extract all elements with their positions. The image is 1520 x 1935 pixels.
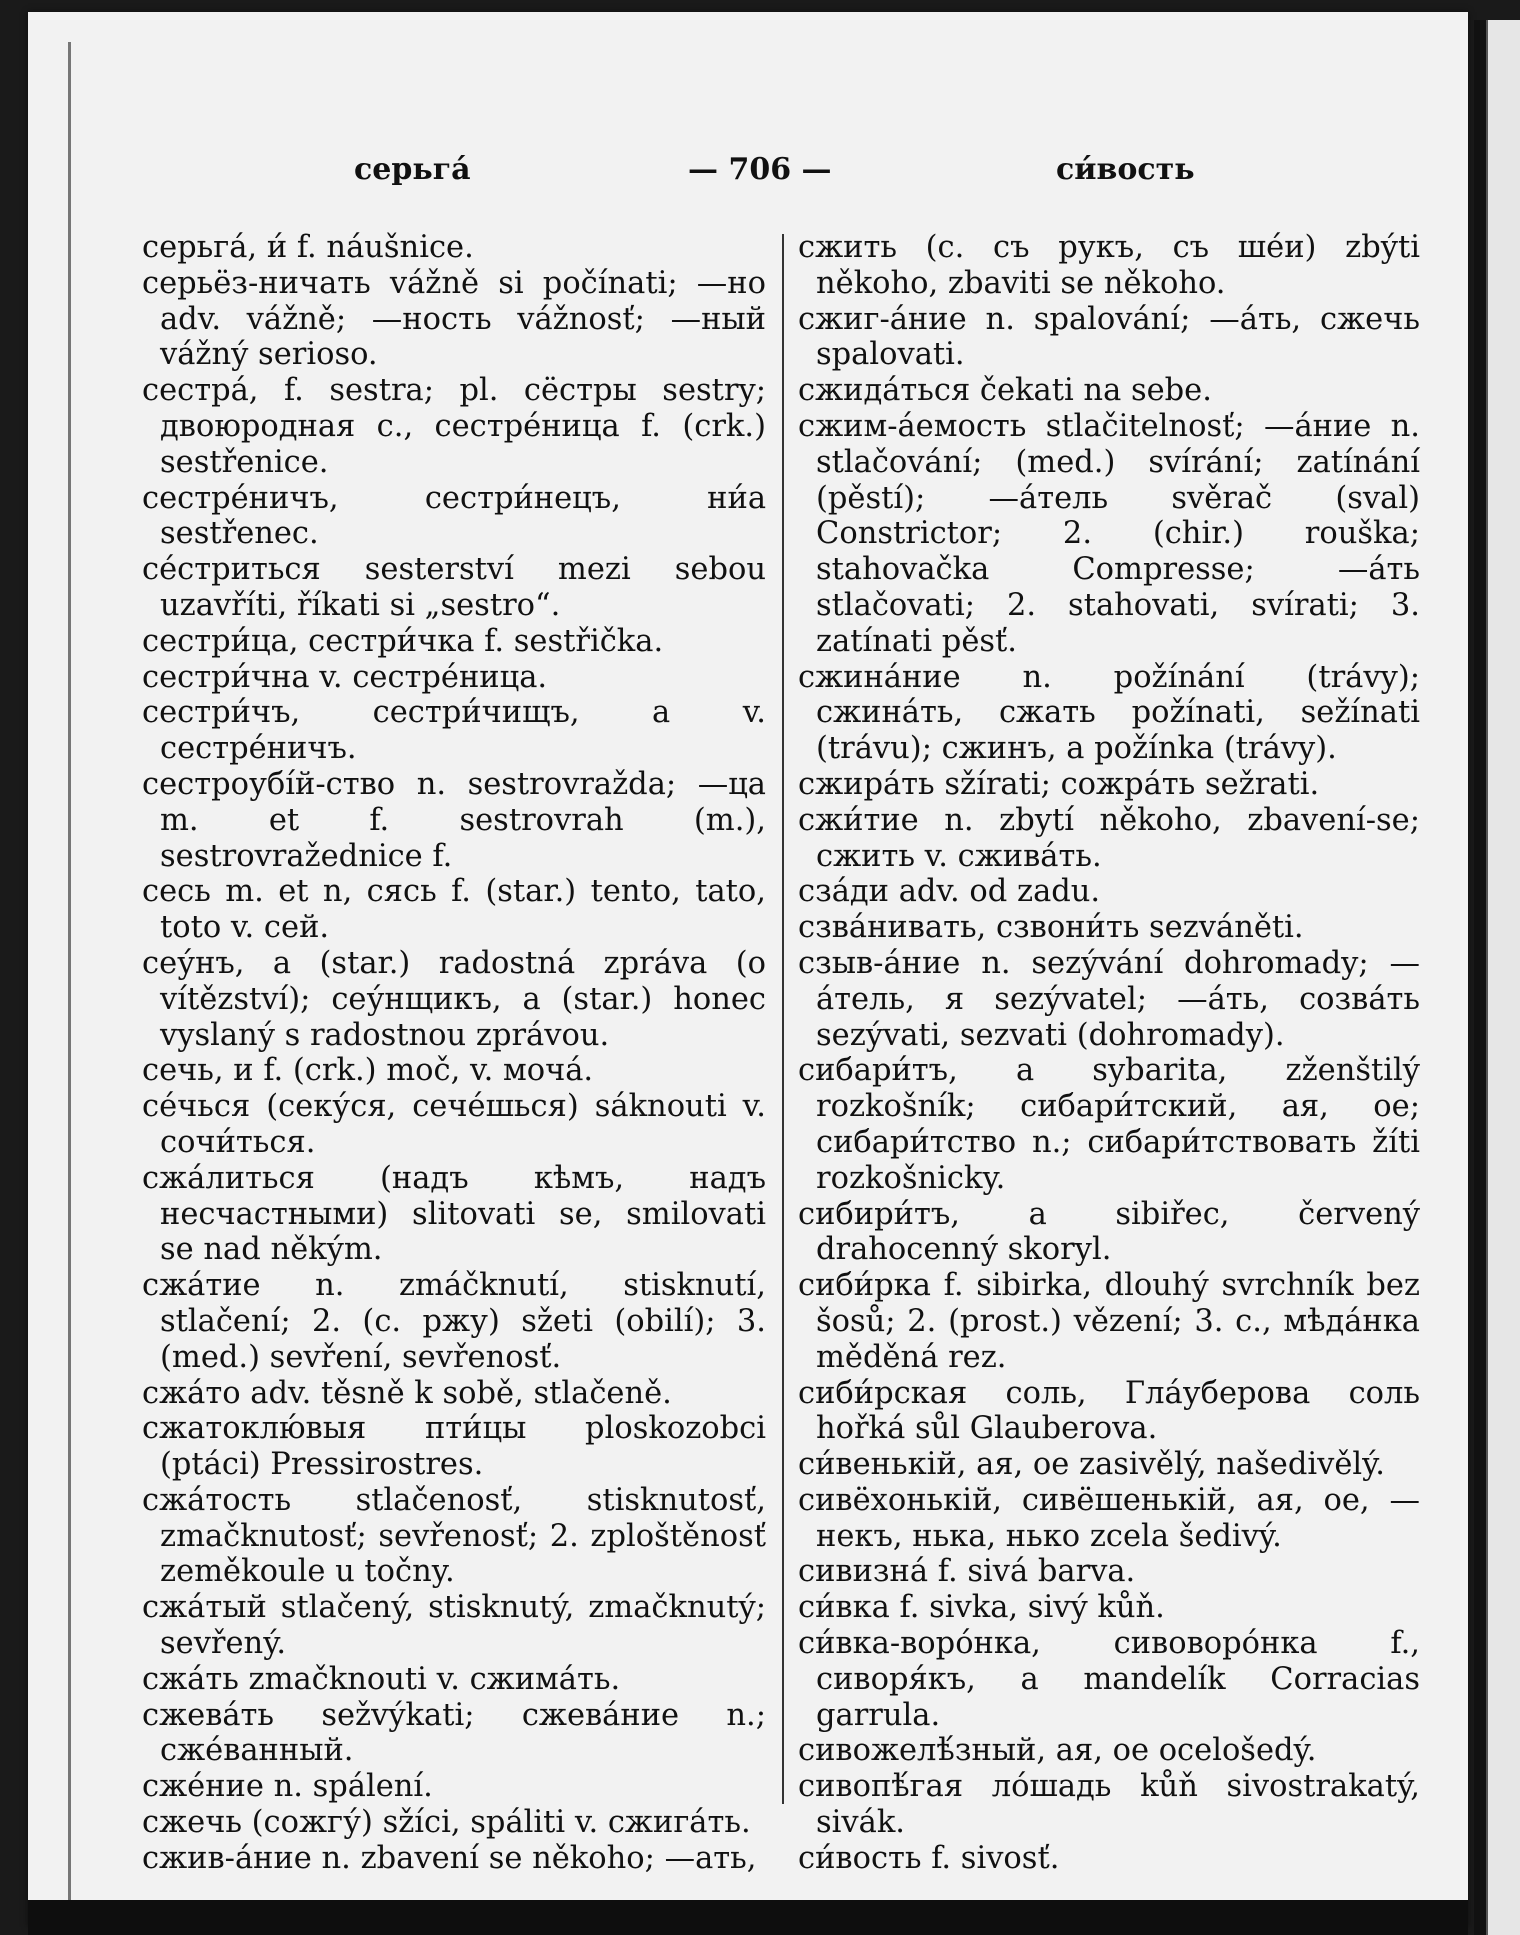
dictionary-entry: сжа́тость stlačenosť, stisknutosť, zmačknutosť; sevřenosť; 2. zploštěnosť zeměkoule u točny. [142, 1482, 766, 1590]
dictionary-entry: си́вость f. sivosť. [798, 1840, 1060, 1876]
dictionary-entry: сестри́ца, сестри́чка f. sestřička. [142, 623, 664, 659]
dictionary-entry: сеу́нъ, а (star.) radostná zpráva (o vítězství); сеу́нщикъ, а (star.) honec vyslaný s radostnou zprávou. [142, 945, 766, 1053]
dictionary-entry: сестре́ничъ, сестри́нецъ, ни́а sestřenec. [142, 480, 766, 552]
header-left-guideword: серьга́ [354, 152, 471, 187]
dictionary-entry: сестра́, f. sestra; pl. сёстры sestry; двоюродная с., сестре́ница f. (crk.) sestřenice. [142, 373, 766, 480]
dictionary-entry: сесь m. et n, сясь f. (star.) tento, tato, toto v. сей. [142, 874, 766, 946]
scan-bottom-border [28, 1900, 1468, 1935]
dictionary-entry: сжа́ть zmačknouti v. сжима́ть. [142, 1661, 621, 1697]
dictionary-entry: сзва́нивать, сзвони́ть sezváněti. [798, 910, 1304, 946]
dictionary-entry: сжить (с. съ рукъ, съ ше́и) zbýti někoho, zbaviti se někoho. [798, 230, 1420, 301]
dictionary-entry: сжи́тие n. zbytí někoho, zbavení-se; сжить v. сжива́ть. [798, 802, 1420, 874]
dictionary-entry: сжа́литься (надъ кѣмъ, надъ несчастными) slitovati se, smilovati se nad někým. [142, 1160, 766, 1268]
dictionary-entry: сжа́тый stlačený, stisknutý, zmačknutý; sevřený. [142, 1590, 766, 1662]
dictionary-entry: сжева́ть sežvýkati; сжева́ние n.; сже́ванный. [142, 1697, 766, 1769]
page-number: — 706 — [688, 152, 832, 187]
dictionary-entry: сестри́чна v. сестре́ница. [142, 659, 548, 695]
dictionary-entry: сжида́ться čekati na sebe. [798, 373, 1212, 409]
dictionary-entry: серьёз-ничать vážně si počínati; —но adv. vážně; —ность vážnosť; —ный vážný serioso. [142, 265, 766, 373]
dictionary-entry: сзыв-а́ние n. sezývání dohromady; —а́тель, я sezývatel; —а́ть, созва́ть sezývati, sezvati (dohromady). [798, 945, 1420, 1053]
dictionary-entry: сивожелѣ́зный, ая, ое ocelošedý. [798, 1733, 1317, 1769]
dictionary-entry: си́венькій, ая, ое zasivělý, našedivělý. [798, 1447, 1386, 1483]
dictionary-entry: сжив-а́ние n. zbavení se někoho; —ать, [142, 1840, 757, 1876]
dictionary-entry: сжатоклю́выя пти́цы ploskozobci (ptáci) Pressirostres. [142, 1411, 766, 1483]
dictionary-entry: сжиг-а́ние n. spalování; —а́ть, сжечь spalovati. [798, 301, 1420, 373]
dictionary-entry: сжа́то adv. těsně k sobě, stlačeně. [142, 1375, 672, 1411]
dictionary-entry: сестроубі́й-ство n. sestrovražda; —ца m. et f. sestrovrah (m.), sestrovražednice f. [142, 766, 766, 874]
dictionary-entry: сивёхонькій, сивёшенькій, ая, ое, —некъ, нька, нько zcela šedivý. [798, 1482, 1420, 1554]
column-divider [782, 234, 784, 1804]
dictionary-entry: сжина́ние n. požínání (trávy); сжина́ть, сжать požínati, sežínati (trávu); сжинъ, а požínka (trávy). [798, 659, 1420, 767]
adjacent-page-edge [1474, 20, 1520, 1935]
dictionary-entry: сжечь (сожгу́) sžíci, spáliti v. сжига́ть. [142, 1805, 751, 1841]
dictionary-entry: сза́ди adv. od zadu. [798, 874, 1101, 910]
page-header [28, 152, 1468, 192]
dictionary-entry: се́стриться sesterství mezi sebou uzavříti, říkati si „sestro“. [142, 552, 766, 623]
dictionary-entry: сибири́тъ, а sibiřec, červený drahocenný skoryl. [798, 1196, 1420, 1268]
dictionary-entry: сестри́чъ, сестри́чищъ, а v. сестре́ничъ. [142, 695, 766, 767]
left-column [142, 230, 766, 1877]
dictionary-entry: сивопѣ́гая ло́шадь kůň sivostrakatý, sivák. [798, 1769, 1420, 1841]
dictionary-entry: сивизна́ f. sivá barva. [798, 1554, 1136, 1590]
dictionary-entry: сечь, и f. (crk.) moč, v. моча́. [142, 1053, 594, 1089]
dictionary-entry: серьга́, и́ f. náušnice. [142, 230, 474, 265]
dictionary-entry: сибари́тъ, а sybarita, zženštilý rozkošník; сибари́тский, ая, ое; сибари́тство n.; сибари́тствовать žíti rozkošnicky. [798, 1053, 1420, 1196]
dictionary-entry: сжира́ть sžírati; сожра́ть sežrati. [798, 766, 1320, 802]
adjacent-page-paper [1486, 20, 1520, 1935]
dictionary-entry: сжим-а́емость stlačitelnosť; —а́ние n. stlačování; (med.) svírání; zatínání (pěstí); —а́тель svěrač (sval) Constrictor; 2. (chir.) rouška; stahovačka Compresse; —а́ть stlačovati; 2. stahovati, svírati; 3. zatínati pěsť. [798, 408, 1420, 659]
dictionary-entry: сиби́рская соль, Гла́уберова соль hořká sůl Glauberova. [798, 1375, 1420, 1447]
dictionary-entry: си́вка-воро́нка, сивоворо́нка f., сиворя́къ, а mandelík Corracias garrula. [798, 1626, 1420, 1733]
dictionary-entry: сиби́рка f. sibirka, dlouhý svrchník bez šosů; 2. (prost.) vězení; 3. с., мѣда́нка měděná rez. [798, 1268, 1420, 1375]
dictionary-entry: сжа́тие n. zmáčknutí, stisknutí, stlačení; 2. (с. ржу) sžeti (obilí); 3. (med.) sevření, sevřenosť. [142, 1268, 766, 1375]
header-right-guideword: си́вость [1056, 152, 1195, 187]
page-left-edge [68, 42, 71, 1922]
right-column [798, 230, 1420, 1877]
dictionary-entry: се́чься (секу́ся, сече́шься) sáknouti v. сочи́ться. [142, 1089, 766, 1160]
dictionary-entry: си́вка f. sivka, sivý kůň. [798, 1590, 1165, 1626]
dictionary-page [28, 12, 1468, 1927]
dictionary-entry: сже́ние n. spálení. [142, 1769, 433, 1805]
